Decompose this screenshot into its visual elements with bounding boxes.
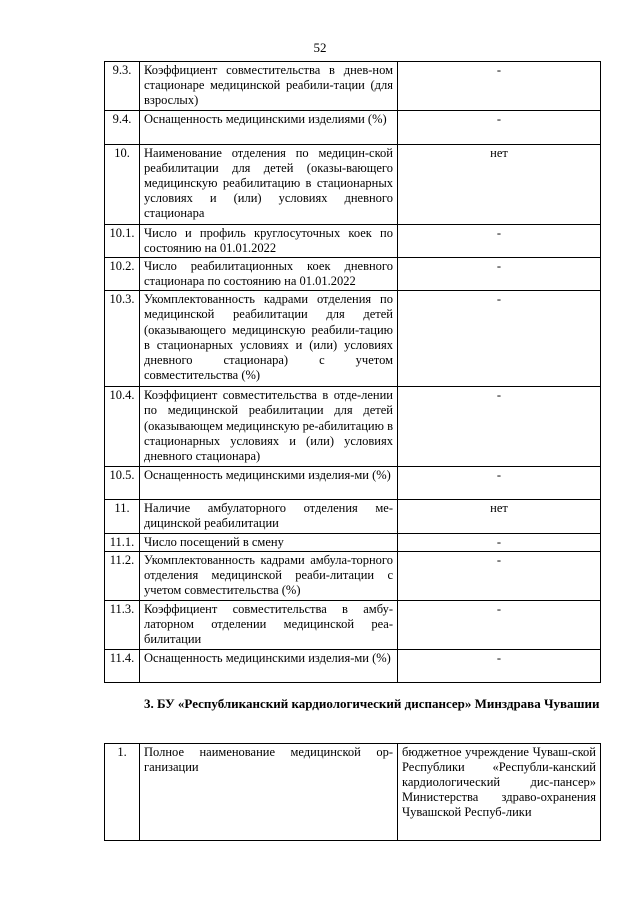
organization-table-body [105,744,601,841]
row-number: 11.4. [105,649,140,682]
indicators-table [104,61,601,683]
table-row [105,291,601,387]
row-value: - [398,111,601,145]
row-number: 11. [105,500,140,533]
row-number: 11.1. [105,533,140,551]
table-row [105,551,601,600]
table-row [105,258,601,291]
row-indicator: Укомплектованность кадрами амбула-торного отделения медицинской реаби-литации с учетом совместительства (%) [140,551,398,600]
row-indicator: Наличие амбулаторного отделения ме-дицинской реабилитации [140,500,398,533]
table-row [105,467,601,500]
table-row [105,145,601,225]
row-number: 10.5. [105,467,140,500]
row-indicator: Коэффициент совместительства в амбу-латорном отделении медицинской реа-билитации [140,600,398,649]
section-heading: 3. БУ «Республиканский кардиологический диспансер» Минздрава Чувашии [144,696,600,711]
row-indicator: Укомплектованность кадрами отделения по медицинской реабилитации для детей (оказывающего медицинскую реабили-тацию в стационарных условиях и (или) условиях дневного стационара) с учетом совместительства (%) [140,291,398,387]
row-indicator: Коэффициент совместительства в отде-лении по медицинской реабилитации для детей (оказывающем медицинскую ре-абилитацию в стационарных условиях и (или) условиях дневного стационара) [140,387,398,467]
row-value: - [398,291,601,387]
row-number: 10.3. [105,291,140,387]
table-row [105,111,601,145]
table-row [105,600,601,649]
table-row [105,225,601,258]
table-row [105,500,601,533]
table-row [105,387,601,467]
row-value: - [398,225,601,258]
row-value: - [398,387,601,467]
row-indicator: Число посещений в смену [140,533,398,551]
row-value: - [398,533,601,551]
row-indicator: Коэффициент совместительства в днев-ном стационаре медицинской реабили-тации (для взрослых) [140,62,398,111]
row-indicator: Полное наименование медицинской ор-ганизации [140,744,398,841]
row-value: - [398,600,601,649]
row-indicator: Оснащенность медицинскими изделия-ми (%) [140,467,398,500]
table-row [105,62,601,111]
row-indicator: Число и профиль круглосуточных коек по состоянию на 01.01.2022 [140,225,398,258]
row-number: 1. [105,744,140,841]
row-value: нет [398,145,601,225]
table-row [105,744,601,841]
row-number: 10. [105,145,140,225]
row-number: 10.1. [105,225,140,258]
row-number: 10.2. [105,258,140,291]
row-number: 10.4. [105,387,140,467]
row-number: 11.3. [105,600,140,649]
row-number: 9.4. [105,111,140,145]
row-value: - [398,467,601,500]
row-value: бюджетное учреждение Чуваш-ской Республики «Республи-канский кардиологический дис-пансер» Министерства здраво-охранения Чувашской Респуб-лики [398,744,601,841]
table-row [105,649,601,682]
row-indicator: Число реабилитационных коек дневного стационара по состоянию на 01.01.2022 [140,258,398,291]
table-row [105,533,601,551]
indicators-table-body [105,62,601,683]
row-value: - [398,62,601,111]
row-number: 9.3. [105,62,140,111]
organization-table [104,743,601,841]
row-indicator: Оснащенность медицинскими изделиями (%) [140,111,398,145]
row-indicator: Наименование отделения по медицин-ской реабилитации для детей (оказы-вающего медицинскую реабилитацию в стационарных условиях и (или) условиях дневного стационара [140,145,398,225]
row-number: 11.2. [105,551,140,600]
row-value: - [398,649,601,682]
page-number: 52 [313,40,327,55]
row-value: нет [398,500,601,533]
row-value: - [398,258,601,291]
row-value: - [398,551,601,600]
row-indicator: Оснащенность медицинскими изделия-ми (%) [140,649,398,682]
